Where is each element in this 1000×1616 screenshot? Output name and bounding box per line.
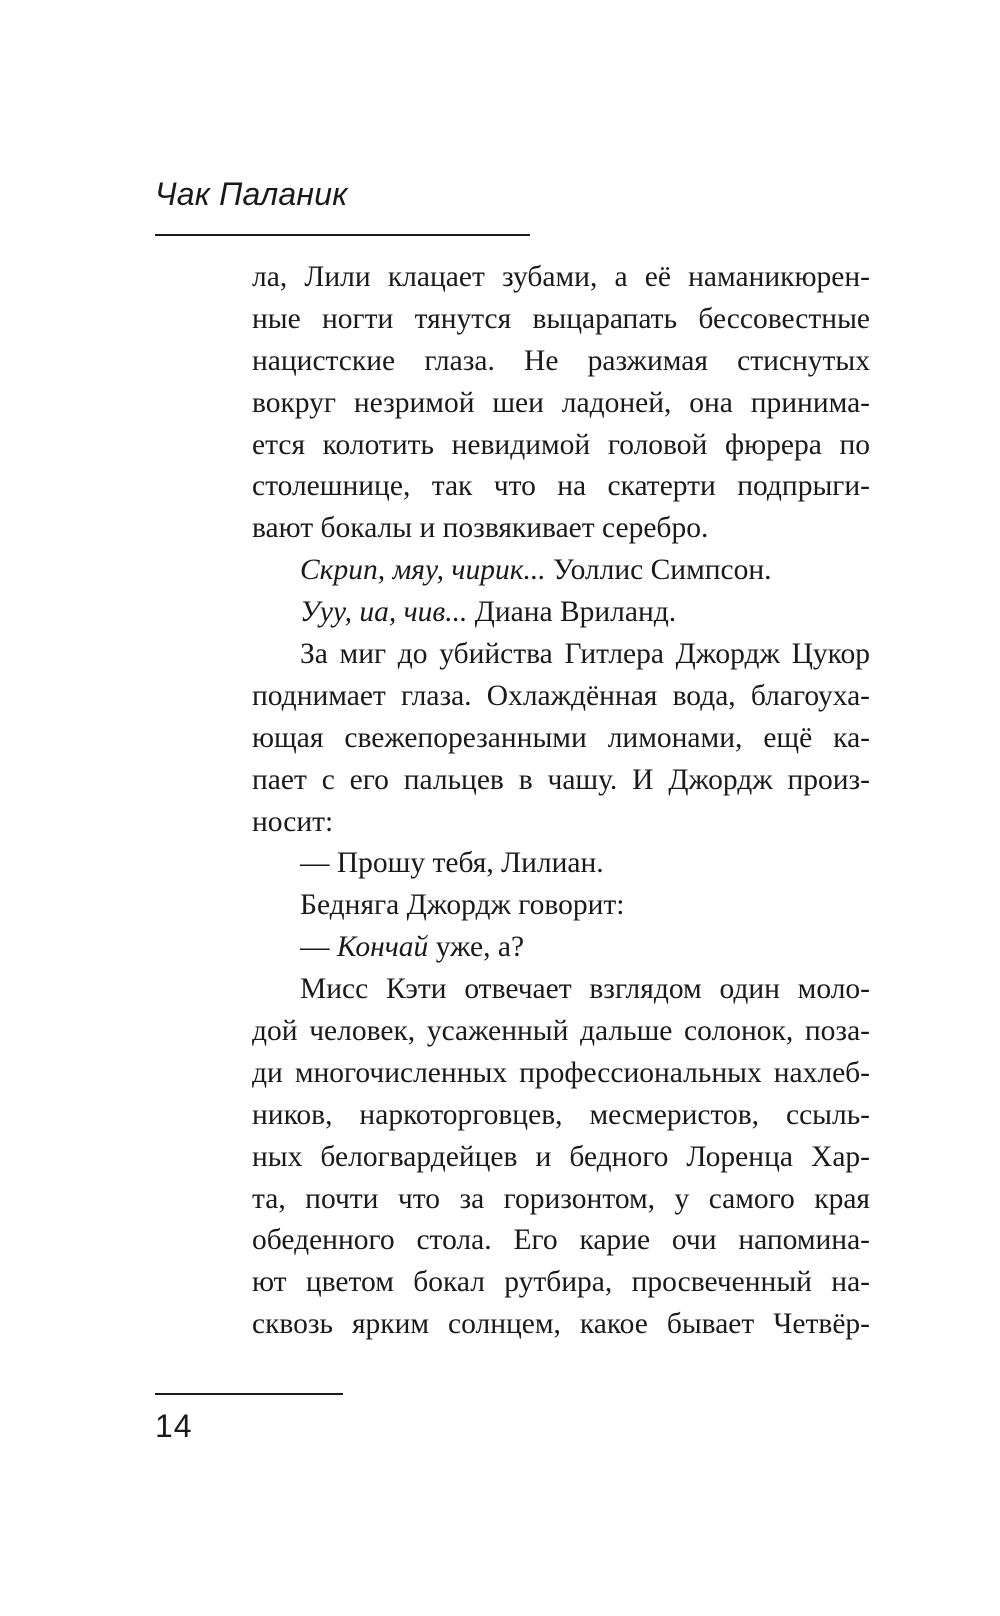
text-run: Уоллис Симпсон.: [545, 554, 772, 587]
text-run: Диана Вриланд.: [467, 596, 677, 629]
text-line: носит:: [252, 805, 334, 838]
text-line: ных белогвардейцев и бедного Лоренца Хар-: [252, 1140, 870, 1173]
text-line: Бедняга Джордж говорит:: [300, 889, 625, 922]
text-line: вокруг незримой шеи ладоней, она принима-: [252, 386, 870, 419]
text-line: [252, 592, 870, 634]
body-text: [252, 257, 870, 1346]
text-run: уже, а?: [428, 931, 525, 964]
page-number: 14: [155, 1408, 193, 1444]
text-line: сквозь ярким солнцем, какое бывает Четвёр-: [252, 1308, 870, 1341]
running-head-author: Чак Паланик: [155, 176, 348, 212]
italic-text: Скрип, мяу, чирик...: [300, 554, 546, 587]
text-line: пает с его пальцев в чашу. И Джордж произ-: [252, 763, 870, 796]
text-line: вают бокалы и позвякивает серебро.: [252, 512, 709, 545]
text-line: дой человек, усаженный дальше солонок, поза-: [252, 1015, 870, 1048]
text-line: ется колотить невидимой головой фюрера по: [252, 428, 870, 461]
italic-text: Ууу, иа, чив...: [300, 596, 468, 629]
text-line: ные ногти тянутся выцарапать бессовестные: [252, 302, 870, 335]
footer-rule: [155, 1393, 343, 1395]
text-line: ди многочисленных профессиональных нахлеб-: [252, 1056, 870, 1089]
text-line: ников, наркоторговцев, месмеристов, ссыль-: [252, 1098, 870, 1131]
text-line: нацистские глаза. Не разжимая стиснутых: [252, 344, 870, 377]
text-line: За миг до убийства Гитлера Джордж Цукор: [300, 638, 870, 671]
italic-text: Кончай: [336, 931, 429, 964]
text-line: Мисс Кэти отвечает взглядом один моло-: [300, 973, 870, 1006]
text-line: — Прошу тебя, Лилиан.: [300, 847, 604, 880]
text-line: поднимает глаза. Охлаждённая вода, благоуха-: [252, 679, 870, 712]
text-line: ют цветом бокал рутбира, просвеченный на-: [252, 1266, 870, 1299]
text-line: ла, Лили клацает зубами, а её наманикюрен-: [252, 261, 870, 293]
text-line: столешнице, так что на скатерти подпрыги-: [252, 470, 870, 503]
text-line: обеденного стола. Его карие очи напомина-: [252, 1224, 870, 1257]
text-line: та, почти что за горизонтом, у самого края: [252, 1182, 870, 1215]
text-line: [252, 927, 870, 969]
text-line: ющая свежепорезанными лимонами, ещё ка-: [252, 721, 870, 754]
text-line: [252, 550, 870, 592]
header-rule: [155, 234, 530, 236]
text-run: —: [300, 931, 337, 964]
